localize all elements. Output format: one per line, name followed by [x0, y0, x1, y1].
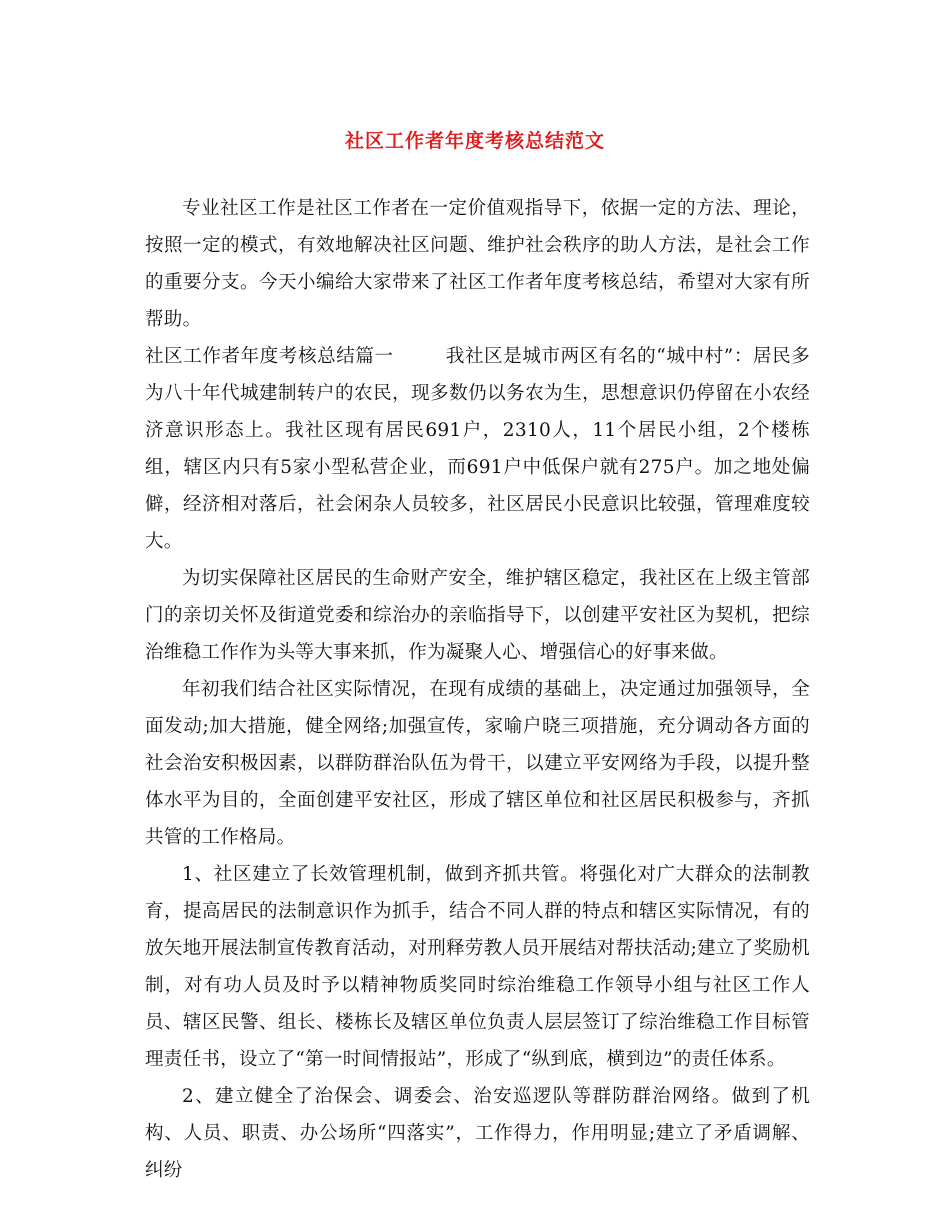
- body-paragraph-measures: 年初我们结合社区实际情况，在现有成绩的基础上，决定通过加强领导，全面发动;加大措施，健全网络;加强宣传，家喻户晓三项措施，充分调动各方面的社会治安积极因素，以群防群治队伍为骨干，以建立平安网络为手段，以提升整体水平为目的，全面创建平安社区，形成了辖区单位和社区居民积极参与，齐抓共管的工作格局。: [145, 679, 810, 848]
- body-paragraph-safety: 为切实保障社区居民的生命财产安全，维护辖区稳定，我社区在上级主管部门的亲切关怀及街道党委和综治办的亲临指导下，以创建平安社区为契机，把综治维稳工作作为头等大事来抓，作为凝聚人心、增强信心的好事来做。: [145, 568, 810, 663]
- section-heading: 社区工作者年度考核总结篇一: [145, 346, 394, 367]
- document-body: [145, 190, 810, 1189]
- section-one-paragraph: [145, 338, 810, 560]
- body-paragraph-item-2: 2、建立健全了治保会、调委会、治安巡逻队等群防群治网络。做到了机构、人员、职责、办公场所“四落实”，工作得力，作用明显;建立了矛盾调解、纠纷: [145, 1086, 810, 1181]
- section-first-text: 我社区是城市两区有名的“城中村”：居民多为八十年代城建制转户的农民，现多数仍以务农为生，思想意识仍停留在小农经济意识形态上。我社区现有居民691户，2310人，11个居民小组，2个楼栋组，辖区内只有5家小型私营企业，而691户中低保户就有275户。加之地处偏僻，经济相对落后，社会闲杂人员较多，社区居民小民意识比较强，管理难度较大。: [145, 346, 810, 552]
- document-title: 社区工作者年度考核总结范文: [344, 130, 605, 152]
- body-paragraph-item-1: 1、社区建立了长效管理机制，做到齐抓共管。将强化对广大群众的法制教育，提高居民的法制意识作为抓手，结合不同人群的特点和辖区实际情况，有的放矢地开展法制宣传教育活动，对刑释劳教人员开展结对帮扶活动;建立了奖励机制，对有功人员及时予以精神物质奖同时综治维稳工作领导小组与社区工作人员、辖区民警、组长、楼栋长及辖区单位负责人层层签订了综治维稳工作目标管理责任书，设立了“第一时间情报站”，形成了“纵到底，横到边”的责任体系。: [145, 864, 810, 1070]
- intro-paragraph: 专业社区工作是社区工作者在一定价值观指导下，依据一定的方法、理论，按照一定的模式，有效地解决社区问题、维护社会秩序的助人方法，是社会工作的重要分支。今天小编给大家带来了社区工作者年度考核总结，希望对大家有所帮助。: [145, 198, 810, 330]
